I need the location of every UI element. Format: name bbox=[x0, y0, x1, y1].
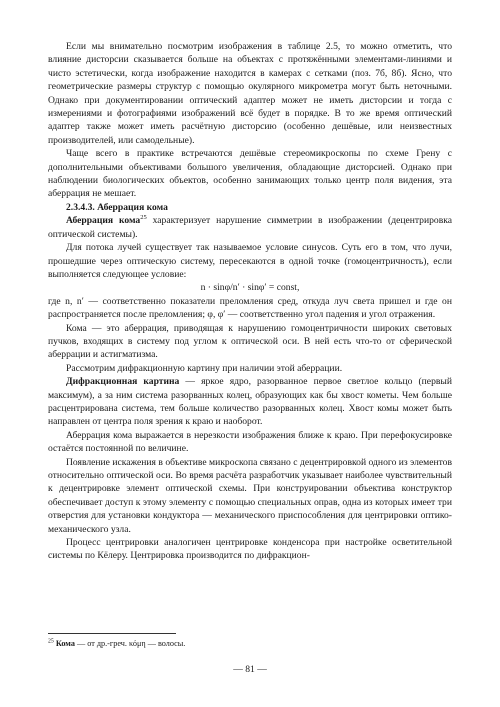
paragraph-coma-intro bbox=[48, 214, 452, 241]
paragraph-distortion-table: Если мы внимательно посмотрим изображения в таблице 2.5, то можно отметить, что влияние дисторсии сказывается больше на объектах с протяжёнными элементами-линиями и чисто эстетически, когда изображение находится в камерах с сетками (поз. 7б, 8б). Ясно, что геометрические размеры структур с помощью окулярного микрометра могут быть неточными. Однако при документировании оптический адаптер может не иметь дисторсии и тогда с измерениями и фотографиями изображений всё будет в порядке. В то же время оптический адаптер также может иметь расчётную дисторсию (особенно дешёвые, или неизвестных производителей, или самодельные). bbox=[48, 41, 452, 146]
footnote-divider bbox=[48, 633, 176, 634]
formula: n · sinφ/n′ · sinφ′ = const, bbox=[200, 282, 300, 294]
paragraph-formula-explanation: где n, n′ — соответственно показатели преломления сред, откуда луч света пришел и где он распространяется после преломления; φ, φ′ — соответственно угол падения и угол отражения. bbox=[48, 295, 452, 321]
page-number: — 81 — bbox=[233, 664, 267, 675]
paragraph-distortion-cause: Появление искажения в объективе микроскопа связано с децентрировкой одного из элементов относительно оптической оси. Во время расчёта разработчик указывает наиболее чувствительный к децентрировке элемент оптической схемы. При конструировании объектива конструктор обеспечивает доступ к этому элементу с помощью специальных оправ, одна из которых имеет три отверстия для установки кондуктора — механического приспособления для центрировки оптико-механического узла. bbox=[48, 456, 452, 535]
term-coma-aberration: Аберрация кома bbox=[66, 215, 141, 227]
paragraph-coma-definition: Кома — это аберрация, приводящая к нарушению гомоцентричности широких световых пучков, входящих в систему под углом к оптической оси. В ней есть что-то от сферической аберрации и астигматизма. bbox=[48, 322, 452, 361]
footnote-ref[interactable]: 25 bbox=[140, 214, 147, 222]
paragraph-diffraction-intro: Рассмотрим дифракционную картину при наличии этой аберрации. bbox=[66, 362, 343, 374]
section-heading: 2.3.4.3. Аберрация кома bbox=[66, 201, 168, 213]
paragraph-coma-edge: Аберрация кома выражается в нерезкости изображения ближе к краю. При перефокусировке остаётся постоянной по величине. bbox=[48, 429, 452, 455]
paragraph-centering: Процесс центрировки аналогичен центрировке конденсора при настройке осветительной системы по Кёлеру. Центрировка производится по дифракцион- bbox=[48, 537, 452, 562]
main-text bbox=[48, 40, 452, 563]
paragraph-diffraction-picture bbox=[48, 375, 452, 429]
coma-intro-text: характеризует нарушение симметрии в изображении (децентрировка оптической системы). bbox=[48, 215, 452, 240]
paragraph-sine-condition: Для потока лучей существует так называемое условие синусов. Суть его в том, что лучи, прошедшие через оптическую систему, пересекаются в одной точке (гомоцентричность), если выполняется следующее условие: bbox=[48, 242, 452, 280]
footnote bbox=[48, 638, 452, 649]
term-diffraction-picture: Дифракционная картина bbox=[66, 376, 180, 388]
footnote-text: — от др.-греч. κόμη — волосы. bbox=[74, 639, 186, 648]
diffraction-picture-text: — яркое ядро, разорванное первое светлое кольцо (первый максимум), а за ним система разорванных колец, образующих как бы хвост кометы. Чем больше расцентрирована система, тем больше количество разорванных колец. Хвост комы может быть направлен от центра поля зрения к краю и наоборот. bbox=[48, 376, 452, 428]
footnote-term: Кома bbox=[55, 639, 75, 648]
footnote-number: 25 bbox=[48, 638, 54, 645]
paragraph-greenough-stereo: Чаще всего в практике встречаются дешёвые стереомикроскопы по схеме Грену с дополнительными объективами большого увеличения, обладающие дисторсией. Однако при наблюдении биологических объектов, особенно занимающих только центр поля видения, эта аберрация не мешает. bbox=[48, 148, 452, 200]
